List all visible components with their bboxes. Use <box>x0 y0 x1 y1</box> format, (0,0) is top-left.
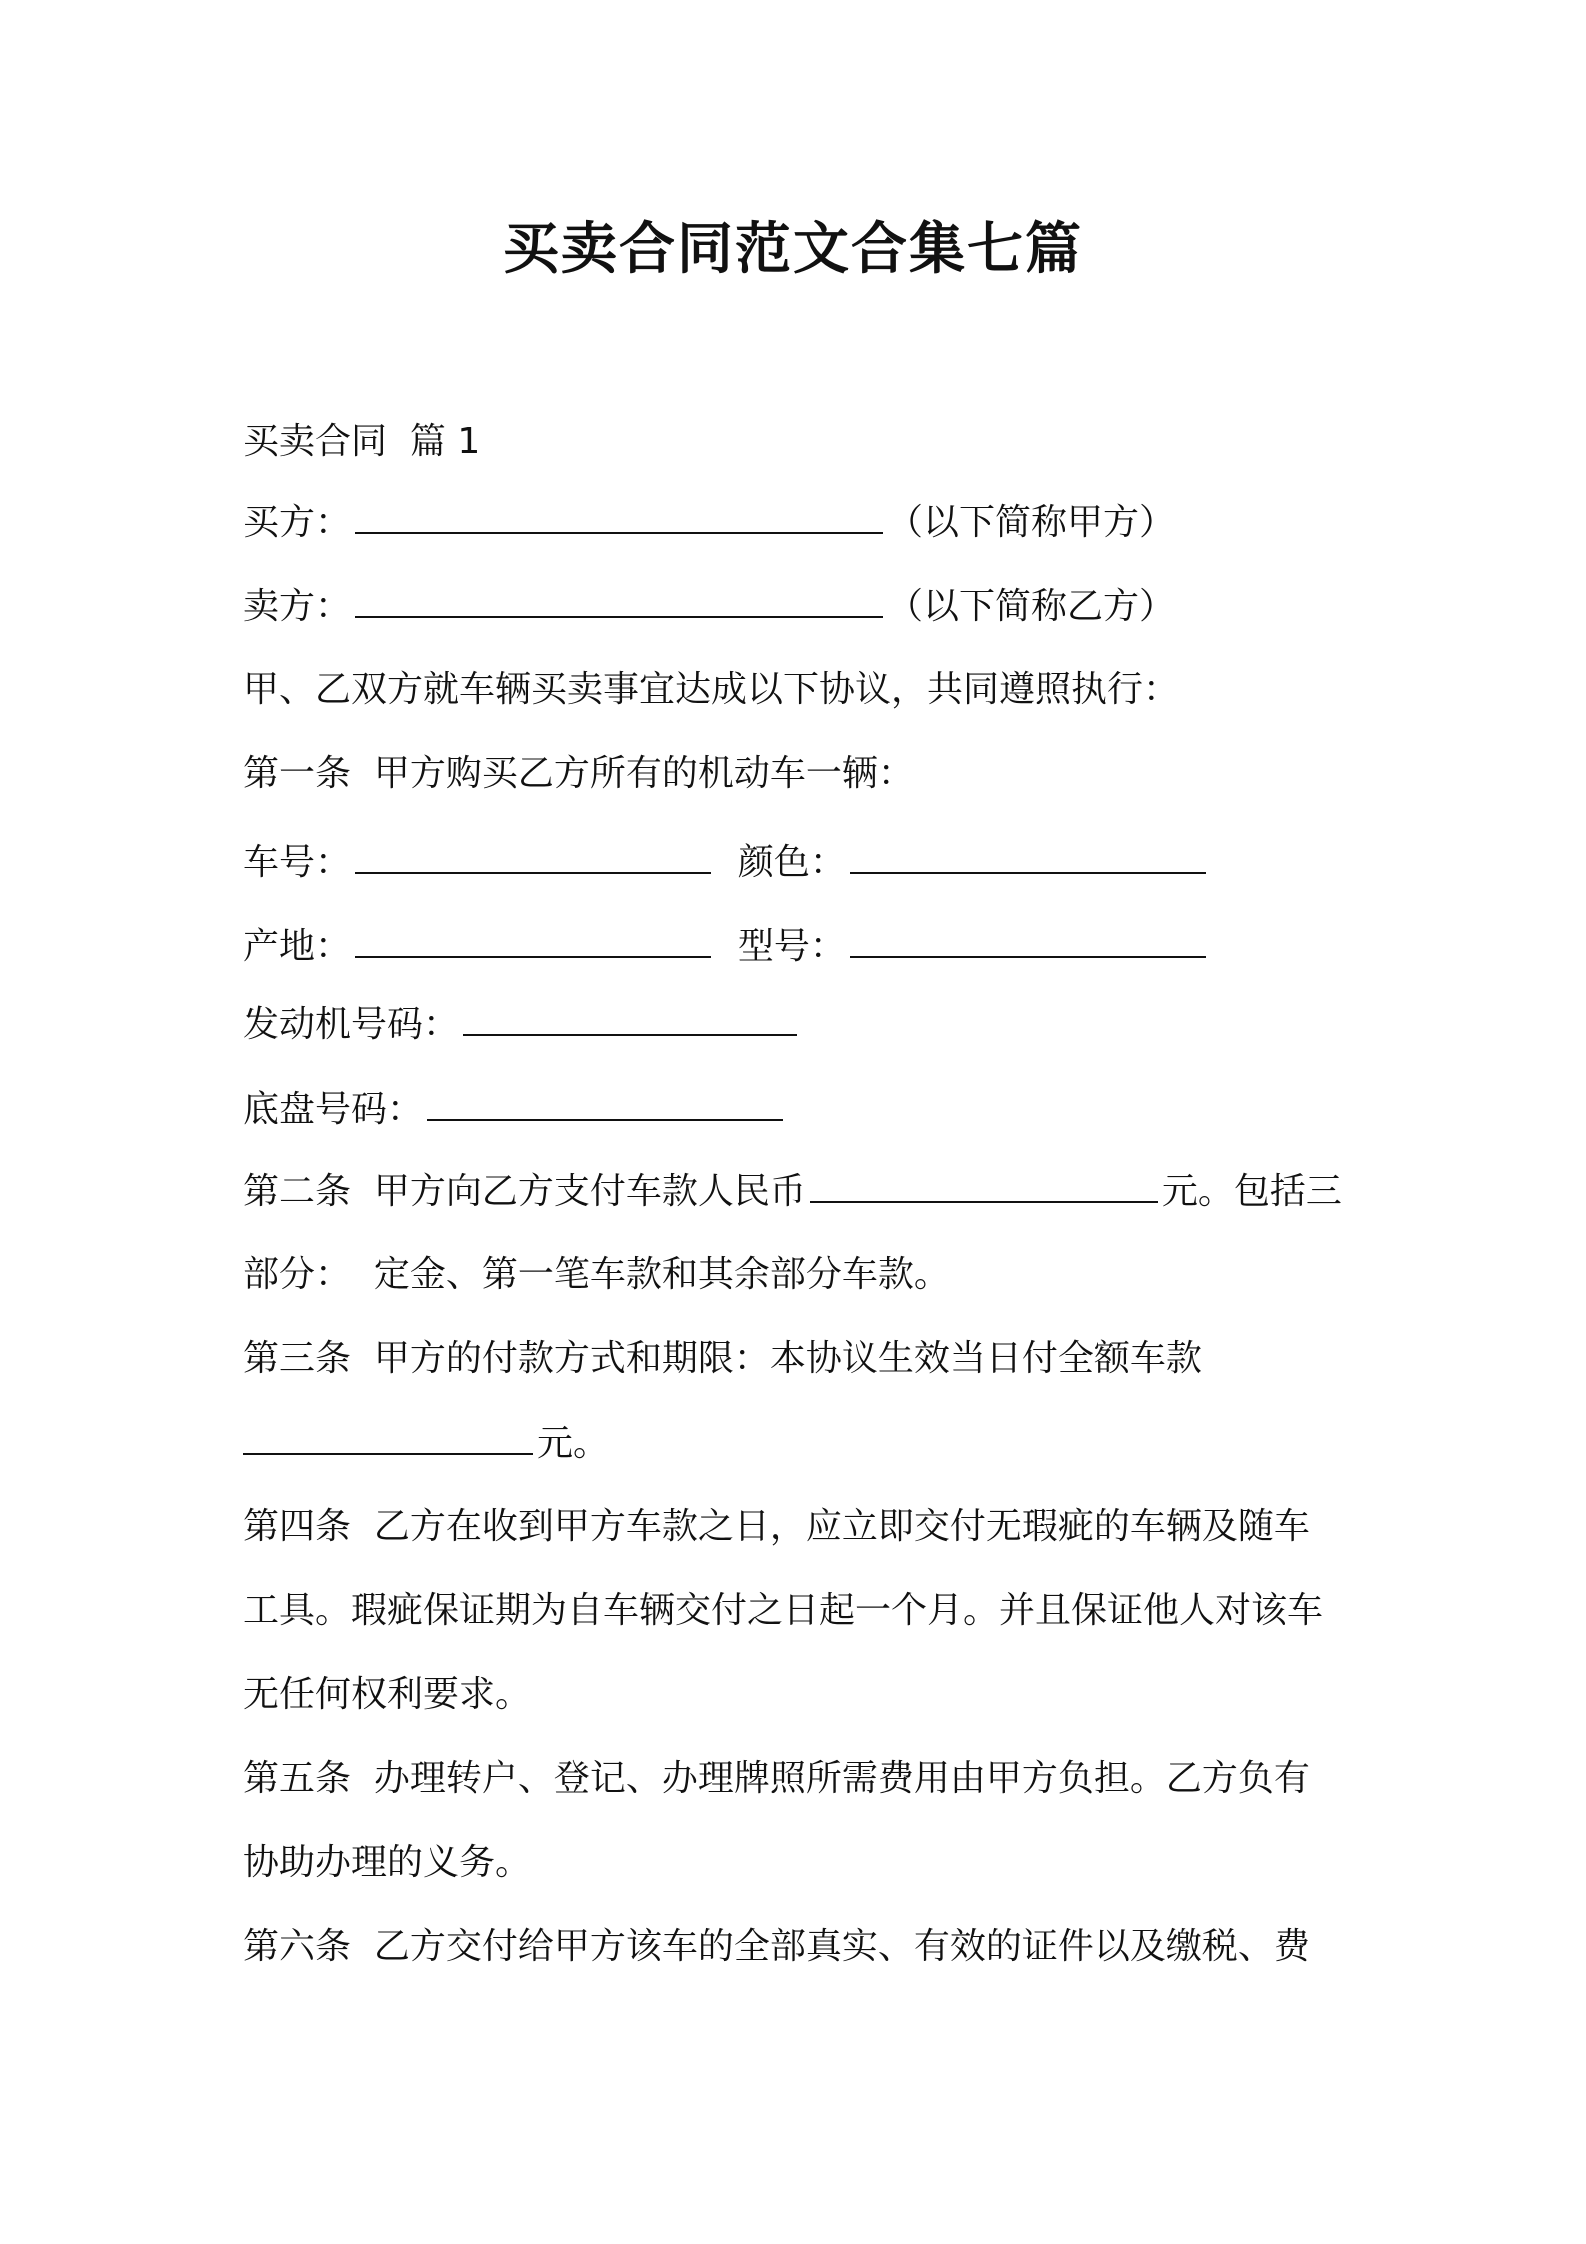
buyer-suffix: （以下简称甲方） <box>887 502 1176 543</box>
article-3-line-2 <box>243 1419 609 1468</box>
article-2-line-2: 部分： 定金、第一笔车款和其余部分车款。 <box>243 1254 950 1295</box>
article-1: 第一条 甲方购买乙方所有的机动车一辆： <box>243 753 914 794</box>
section-heading: 买卖合同 篇 1 <box>243 421 481 462</box>
color-label: 颜色： <box>737 842 846 883</box>
article-4-line-1: 第四条 乙方在收到甲方车款之日，应立即交付无瑕疵的车辆及随车 <box>243 1506 1310 1547</box>
model-blank[interactable] <box>850 922 1206 958</box>
color-blank[interactable] <box>850 838 1206 874</box>
seller-line <box>243 582 1175 631</box>
article-6-line-1: 第六条 乙方交付给甲方该车的全部真实、有效的证件以及缴税、费 <box>243 1926 1310 1967</box>
chassis-line <box>243 1085 787 1134</box>
origin-model-line <box>243 922 1210 971</box>
seller-blank[interactable] <box>355 582 883 618</box>
engine-blank[interactable] <box>463 1000 797 1036</box>
full-payment-blank[interactable] <box>243 1419 533 1455</box>
article-2-text: 第二条 甲方向乙方支付车款人民币 <box>243 1171 806 1212</box>
intro-text: 甲、乙双方就车辆买卖事宜达成以下协议，共同遵照执行： <box>243 669 1180 710</box>
article-3-suffix: 元。 <box>537 1423 610 1464</box>
plate-label: 车号： <box>243 842 352 883</box>
buyer-line <box>243 498 1175 547</box>
article-4-line-3: 无任何权利要求。 <box>243 1674 532 1715</box>
engine-label: 发动机号码： <box>243 1004 460 1045</box>
chassis-label: 底盘号码： <box>243 1089 424 1130</box>
buyer-label: 买方： <box>243 502 352 543</box>
origin-label: 产地： <box>243 926 352 967</box>
plate-color-line <box>243 838 1210 887</box>
article-4-line-2: 工具。瑕疵保证期为自车辆交付之日起一个月。并且保证他人对该车 <box>243 1590 1324 1631</box>
article-5-line-1: 第五条 办理转户、登记、办理牌照所需费用由甲方负担。乙方负有 <box>243 1758 1310 1799</box>
article-5-line-2: 协助办理的义务。 <box>243 1842 532 1883</box>
document-title: 买卖合同范文合集七篇 <box>503 217 1083 282</box>
buyer-blank[interactable] <box>355 498 883 534</box>
model-label: 型号： <box>737 926 846 967</box>
payment-amount-blank[interactable] <box>810 1167 1158 1203</box>
engine-line <box>243 1000 801 1049</box>
article-2-suffix: 元。包括三 <box>1161 1171 1342 1212</box>
chassis-blank[interactable] <box>427 1085 783 1121</box>
origin-blank[interactable] <box>355 922 711 958</box>
seller-suffix: （以下简称乙方） <box>887 586 1176 627</box>
article-2-line-1 <box>243 1167 1342 1216</box>
seller-label: 卖方： <box>243 586 352 627</box>
plate-blank[interactable] <box>355 838 711 874</box>
article-3-line-1: 第三条 甲方的付款方式和期限：本协议生效当日付全额车款 <box>243 1338 1202 1379</box>
